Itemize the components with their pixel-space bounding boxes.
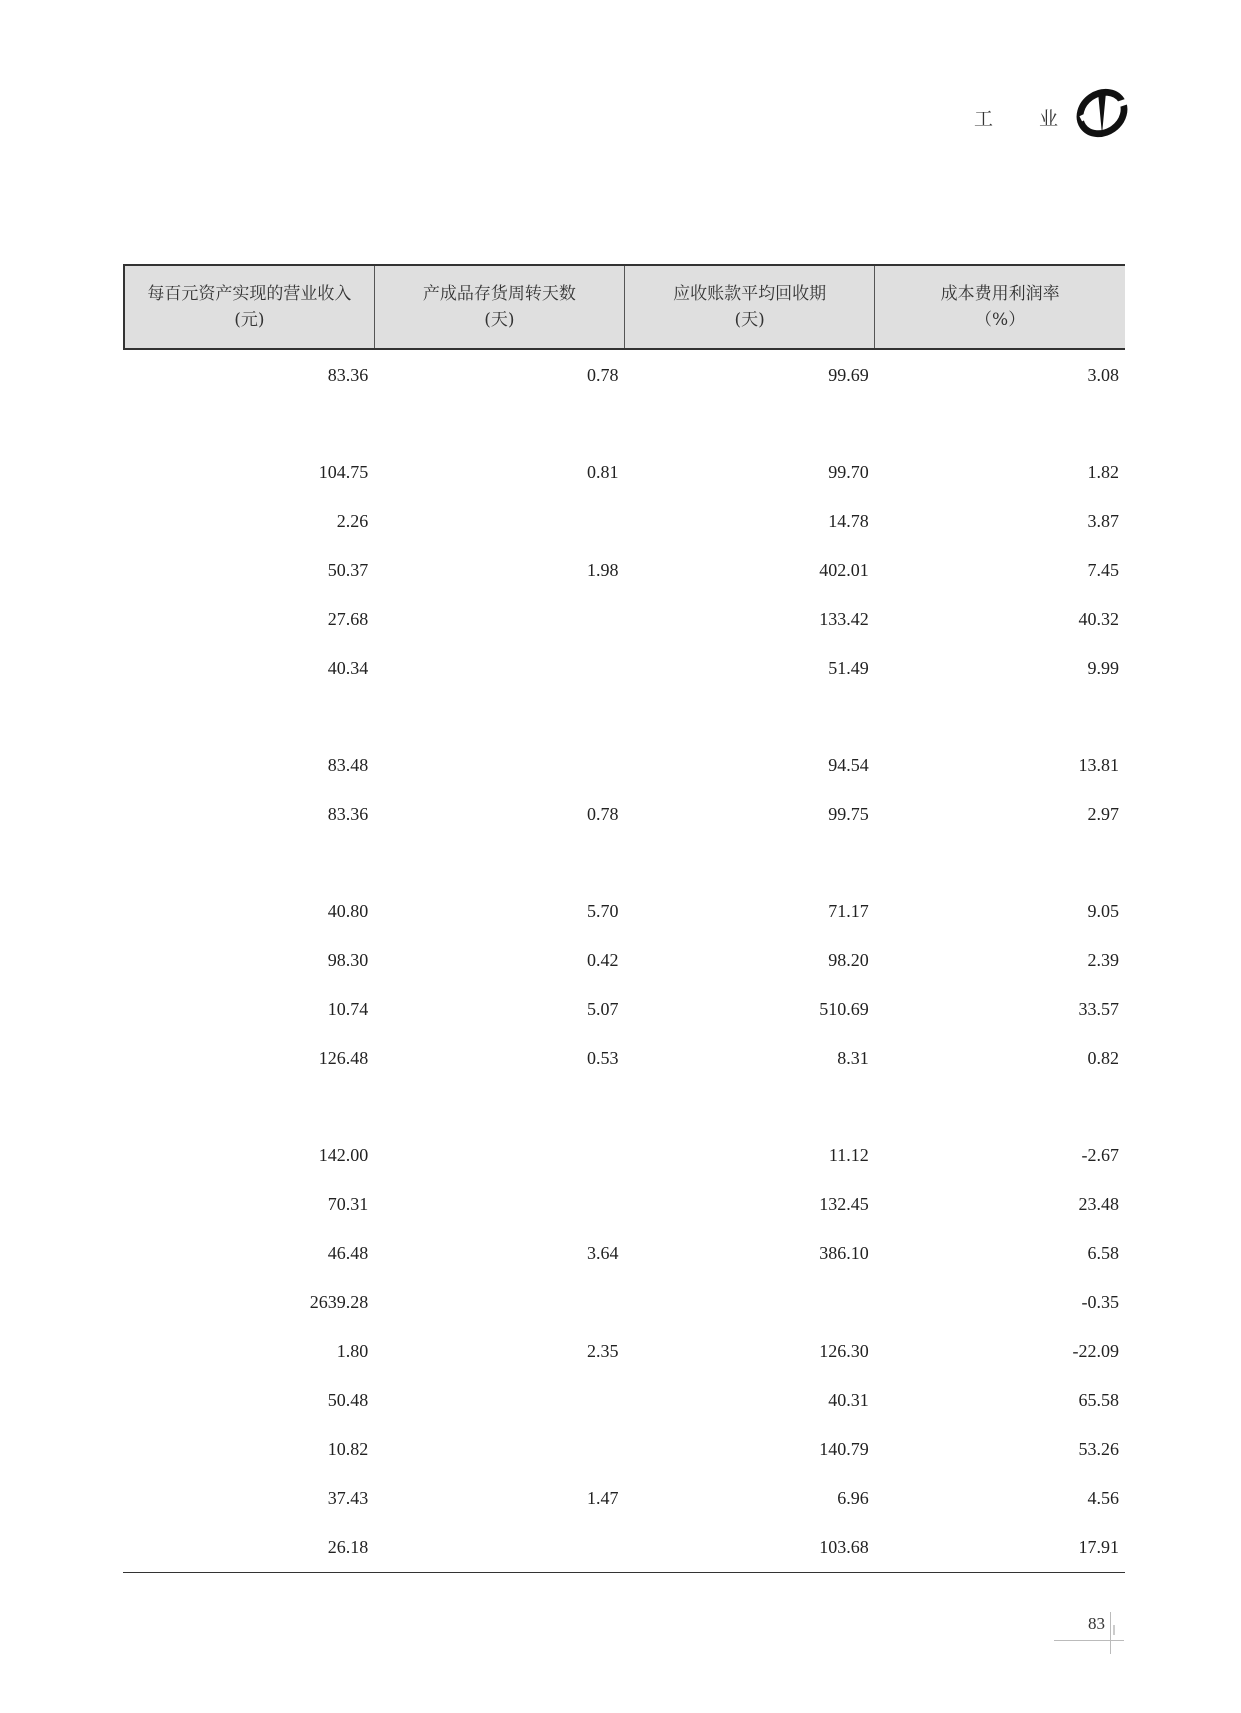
table-cell: 10.82 bbox=[327, 1439, 369, 1459]
table-cell: 5.70 bbox=[587, 901, 619, 921]
table-cell bbox=[374, 839, 624, 887]
table-cell: 8.31 bbox=[837, 1048, 869, 1068]
table-cell: 23.48 bbox=[1078, 1194, 1119, 1214]
column-header-inventory-turnover-days: 产成品存货周转天数 (天) bbox=[374, 265, 624, 349]
table-row bbox=[124, 400, 1125, 448]
table-cell bbox=[374, 741, 624, 790]
footer-divider bbox=[1110, 1612, 1111, 1654]
table-cell: 1.47 bbox=[587, 1488, 619, 1508]
table-cell bbox=[374, 400, 624, 448]
table-row bbox=[124, 1376, 1125, 1425]
page-number: 83 bbox=[1088, 1614, 1105, 1633]
table-cell: 50.37 bbox=[327, 560, 369, 580]
table-cell: 50.48 bbox=[327, 1390, 369, 1410]
table-cell: 3.08 bbox=[1087, 364, 1119, 385]
column-header-receivables-collection-period: 应收账款平均回收期 (天) bbox=[625, 265, 875, 349]
table-cell: 13.81 bbox=[1078, 755, 1119, 775]
table-cell: 99.70 bbox=[828, 462, 869, 482]
table-row bbox=[124, 1229, 1125, 1278]
table-cell: 7.45 bbox=[1087, 560, 1119, 580]
table-cell: 3.87 bbox=[1087, 511, 1119, 531]
table-cell: 10.74 bbox=[327, 999, 369, 1019]
table-cell: 94.54 bbox=[828, 755, 869, 775]
table-cell: 2.26 bbox=[336, 511, 369, 531]
table-cell bbox=[875, 839, 1125, 887]
table-row bbox=[124, 546, 1125, 595]
table-cell: 98.20 bbox=[828, 950, 869, 970]
table-row bbox=[124, 1083, 1125, 1131]
table-cell bbox=[374, 644, 624, 693]
table-cell: 402.01 bbox=[819, 560, 869, 580]
table-cell: 0.81 bbox=[587, 462, 619, 482]
table-cell: 140.79 bbox=[819, 1439, 869, 1459]
table-cell: 386.10 bbox=[819, 1243, 869, 1263]
table-cell bbox=[374, 595, 624, 644]
table-cell bbox=[124, 693, 374, 741]
footer-tick bbox=[1113, 1625, 1115, 1635]
table-row bbox=[124, 1180, 1125, 1229]
table-cell: 3.64 bbox=[587, 1243, 619, 1263]
table-cell bbox=[875, 400, 1125, 448]
table-row bbox=[124, 644, 1125, 693]
table-cell: 70.31 bbox=[327, 1194, 369, 1214]
table-cell: 2.97 bbox=[1087, 804, 1119, 824]
table-cell bbox=[374, 1278, 624, 1327]
data-table-container bbox=[123, 264, 1125, 1572]
table-row bbox=[124, 936, 1125, 985]
table-row bbox=[124, 1278, 1125, 1327]
table-cell: 98.30 bbox=[327, 950, 369, 970]
table-cell: 5.07 bbox=[587, 999, 619, 1019]
table-cell: 142.00 bbox=[318, 1145, 369, 1165]
data-table bbox=[123, 264, 1125, 1572]
table-cell: 0.82 bbox=[1087, 1048, 1119, 1068]
table-row bbox=[124, 349, 1125, 400]
table-cell: 126.30 bbox=[819, 1341, 869, 1361]
table-cell: 40.31 bbox=[828, 1390, 869, 1410]
table-row bbox=[124, 1034, 1125, 1083]
table-cell bbox=[374, 497, 624, 546]
table-row bbox=[124, 790, 1125, 839]
table-cell: 83.36 bbox=[327, 804, 369, 824]
footer-rule bbox=[1054, 1640, 1124, 1641]
table-cell: 51.49 bbox=[828, 658, 869, 678]
table-cell: 40.80 bbox=[327, 901, 369, 921]
table-cell: 99.69 bbox=[828, 364, 869, 385]
table-cell bbox=[374, 1523, 624, 1572]
table-cell: 6.96 bbox=[837, 1488, 869, 1508]
table-cell bbox=[374, 1376, 624, 1425]
table-cell: 9.05 bbox=[1087, 901, 1119, 921]
table-row bbox=[124, 839, 1125, 887]
table-cell bbox=[374, 1425, 624, 1474]
table-cell: 40.32 bbox=[1078, 609, 1119, 629]
table-cell: 65.58 bbox=[1078, 1390, 1119, 1410]
table-row bbox=[124, 693, 1125, 741]
table-cell: 6.58 bbox=[1087, 1243, 1119, 1263]
table-row bbox=[124, 741, 1125, 790]
table-cell: 33.57 bbox=[1078, 999, 1119, 1019]
table-cell: 83.48 bbox=[327, 755, 369, 775]
table-cell bbox=[625, 400, 875, 448]
table-row bbox=[124, 1425, 1125, 1474]
table-cell bbox=[625, 839, 875, 887]
table-cell bbox=[875, 1083, 1125, 1131]
table-cell: 133.42 bbox=[819, 609, 869, 629]
table-cell bbox=[625, 1083, 875, 1131]
table-cell: 26.18 bbox=[327, 1537, 369, 1557]
table-bottom-rule bbox=[123, 1572, 1125, 1573]
table-cell: 0.78 bbox=[587, 364, 619, 385]
table-row bbox=[124, 1523, 1125, 1572]
table-cell: 9.99 bbox=[1087, 658, 1119, 678]
column-header-cost-profit-ratio: 成本费用利润率 （%） bbox=[875, 265, 1125, 349]
table-cell: 4.56 bbox=[1087, 1488, 1119, 1508]
running-head-section: 工 业 bbox=[974, 108, 1079, 130]
table-cell bbox=[625, 693, 875, 741]
table-row bbox=[124, 985, 1125, 1034]
table-cell: -22.09 bbox=[1072, 1341, 1119, 1361]
table-cell: 1.80 bbox=[336, 1341, 369, 1361]
table-cell: 0.42 bbox=[587, 950, 619, 970]
table-cell: 17.91 bbox=[1078, 1537, 1119, 1557]
table-row bbox=[124, 1131, 1125, 1180]
statistics-logo-icon bbox=[1073, 84, 1131, 142]
table-cell bbox=[124, 400, 374, 448]
table-cell bbox=[374, 693, 624, 741]
table-cell: 126.48 bbox=[318, 1048, 369, 1068]
table-row bbox=[124, 1474, 1125, 1523]
table-cell bbox=[625, 1278, 875, 1327]
table-row bbox=[124, 497, 1125, 546]
table-cell: 37.43 bbox=[327, 1488, 369, 1508]
table-cell: 103.68 bbox=[819, 1537, 869, 1557]
table-cell: 2.35 bbox=[587, 1341, 619, 1361]
table-row bbox=[124, 448, 1125, 497]
table-cell bbox=[124, 839, 374, 887]
table-cell: 11.12 bbox=[828, 1145, 869, 1165]
table-cell: 14.78 bbox=[828, 511, 869, 531]
table-body bbox=[124, 349, 1125, 1572]
table-cell: 2.39 bbox=[1087, 950, 1119, 970]
table-row bbox=[124, 595, 1125, 644]
table-cell: -0.35 bbox=[1081, 1292, 1119, 1312]
table-cell: 0.78 bbox=[587, 804, 619, 824]
table-cell: 2639.28 bbox=[309, 1292, 369, 1312]
table-cell: 1.98 bbox=[587, 560, 619, 580]
table-cell: 1.82 bbox=[1087, 462, 1119, 482]
table-header-row bbox=[124, 265, 1125, 349]
table-cell: 40.34 bbox=[327, 658, 369, 678]
table-cell bbox=[124, 1083, 374, 1131]
table-cell: 46.48 bbox=[327, 1243, 369, 1263]
table-cell: 53.26 bbox=[1078, 1439, 1119, 1459]
table-cell bbox=[374, 1180, 624, 1229]
table-row bbox=[124, 1327, 1125, 1376]
table-cell: 99.75 bbox=[828, 804, 869, 824]
table-cell: -2.67 bbox=[1081, 1145, 1119, 1165]
table-cell: 510.69 bbox=[819, 999, 869, 1019]
table-cell bbox=[374, 1083, 624, 1131]
table-cell: 83.36 bbox=[327, 364, 369, 385]
table-row bbox=[124, 887, 1125, 936]
table-cell: 0.53 bbox=[587, 1048, 619, 1068]
column-header-revenue-per-100-assets: 每百元资产实现的营业收入 (元) bbox=[124, 265, 374, 349]
table-cell: 132.45 bbox=[819, 1194, 869, 1214]
table-cell bbox=[875, 693, 1125, 741]
table-cell: 104.75 bbox=[318, 462, 369, 482]
table-cell bbox=[374, 1131, 624, 1180]
table-cell: 71.17 bbox=[828, 901, 869, 921]
table-cell: 27.68 bbox=[327, 609, 369, 629]
